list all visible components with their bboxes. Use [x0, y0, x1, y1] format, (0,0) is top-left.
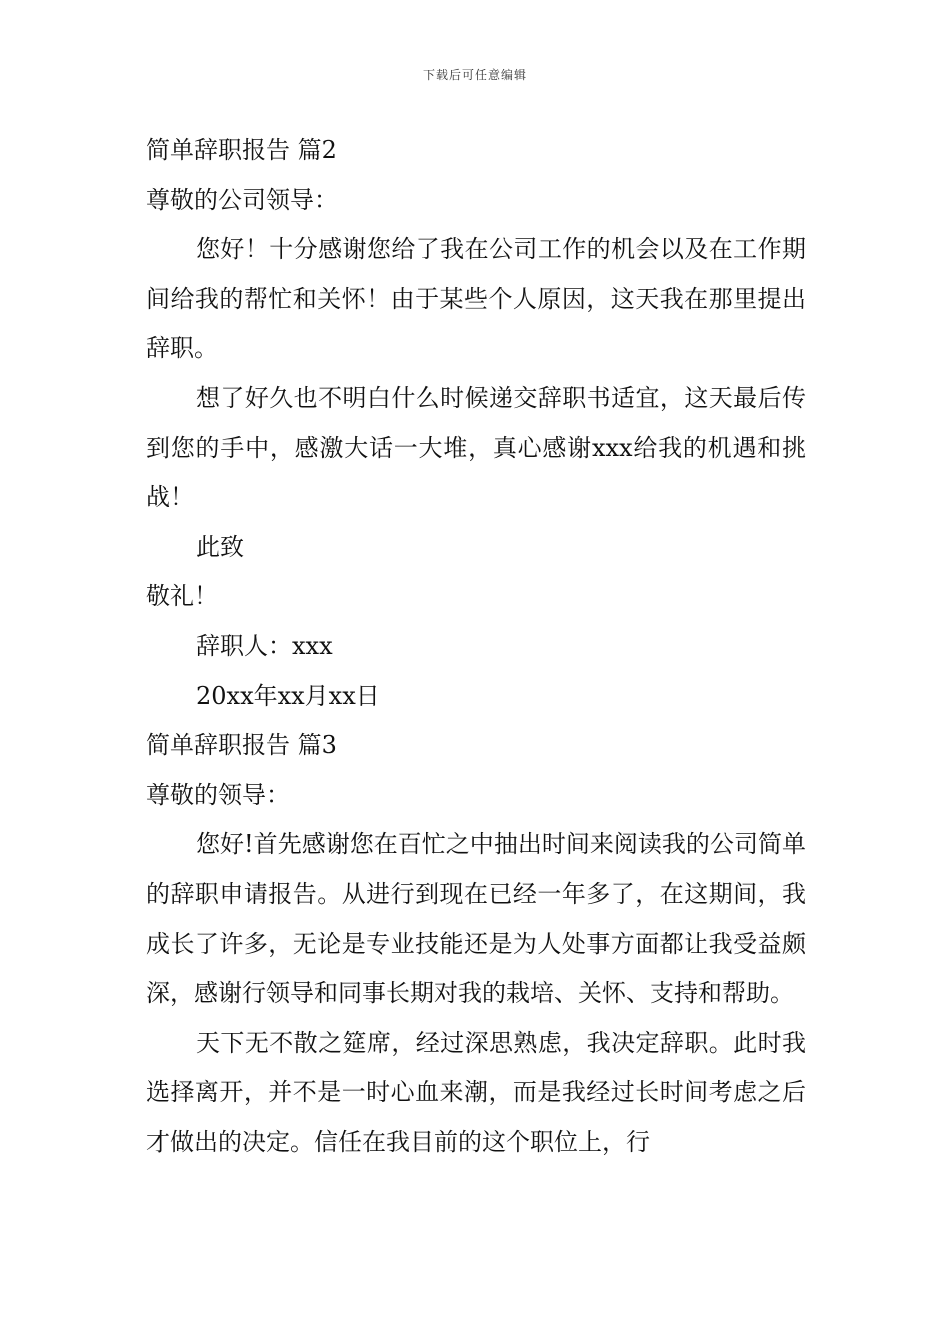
closing-line: 敬礼！	[146, 582, 218, 611]
page-header-note: 下载后可任意编辑	[422, 68, 527, 82]
body-paragraph: 您好!首先感谢您在百忙之中抽出时间来阅读我的公司简单的辞职申请报告。从进行到现在已经一年多了，在这期间，我成长了许多，无论是专业技能还是为人处事方面都让我受益颇深，感谢行领导和同事长期对我的栽培、关怀、支持和帮助。	[146, 830, 806, 1008]
body-paragraph: 您好！十分感谢您给了我在公司工作的机会以及在工作期间给我的帮忙和关怀！由于某些个人原因，这天我在那里提出辞职。	[146, 235, 806, 363]
section-title: 简单辞职报告 篇3	[146, 731, 337, 760]
date-line: 20xx年xx月xx日	[196, 681, 380, 710]
salutation: 尊敬的公司领导：	[146, 185, 338, 214]
body-paragraph: 想了好久也不明白什么时候递交辞职书适宜，这天最后传到您的手中，感激大话一大堆，真心感谢xxx给我的机遇和挑战！	[146, 383, 806, 512]
closing-line: 此致	[196, 532, 244, 561]
section-title: 简单辞职报告 篇2	[146, 136, 337, 164]
body-paragraph: 天下无不散之筵席，经过深思熟虑，我决定辞职。此时我选择离开，并不是一时心血来潮，而是我经过长时间考虑之后才做出的决定。信任在我目前的这个职位上，行	[146, 1028, 806, 1156]
signer-line: 辞职人：xxx	[196, 631, 333, 660]
salutation: 尊敬的领导：	[146, 780, 290, 809]
document-body	[146, 126, 806, 1167]
